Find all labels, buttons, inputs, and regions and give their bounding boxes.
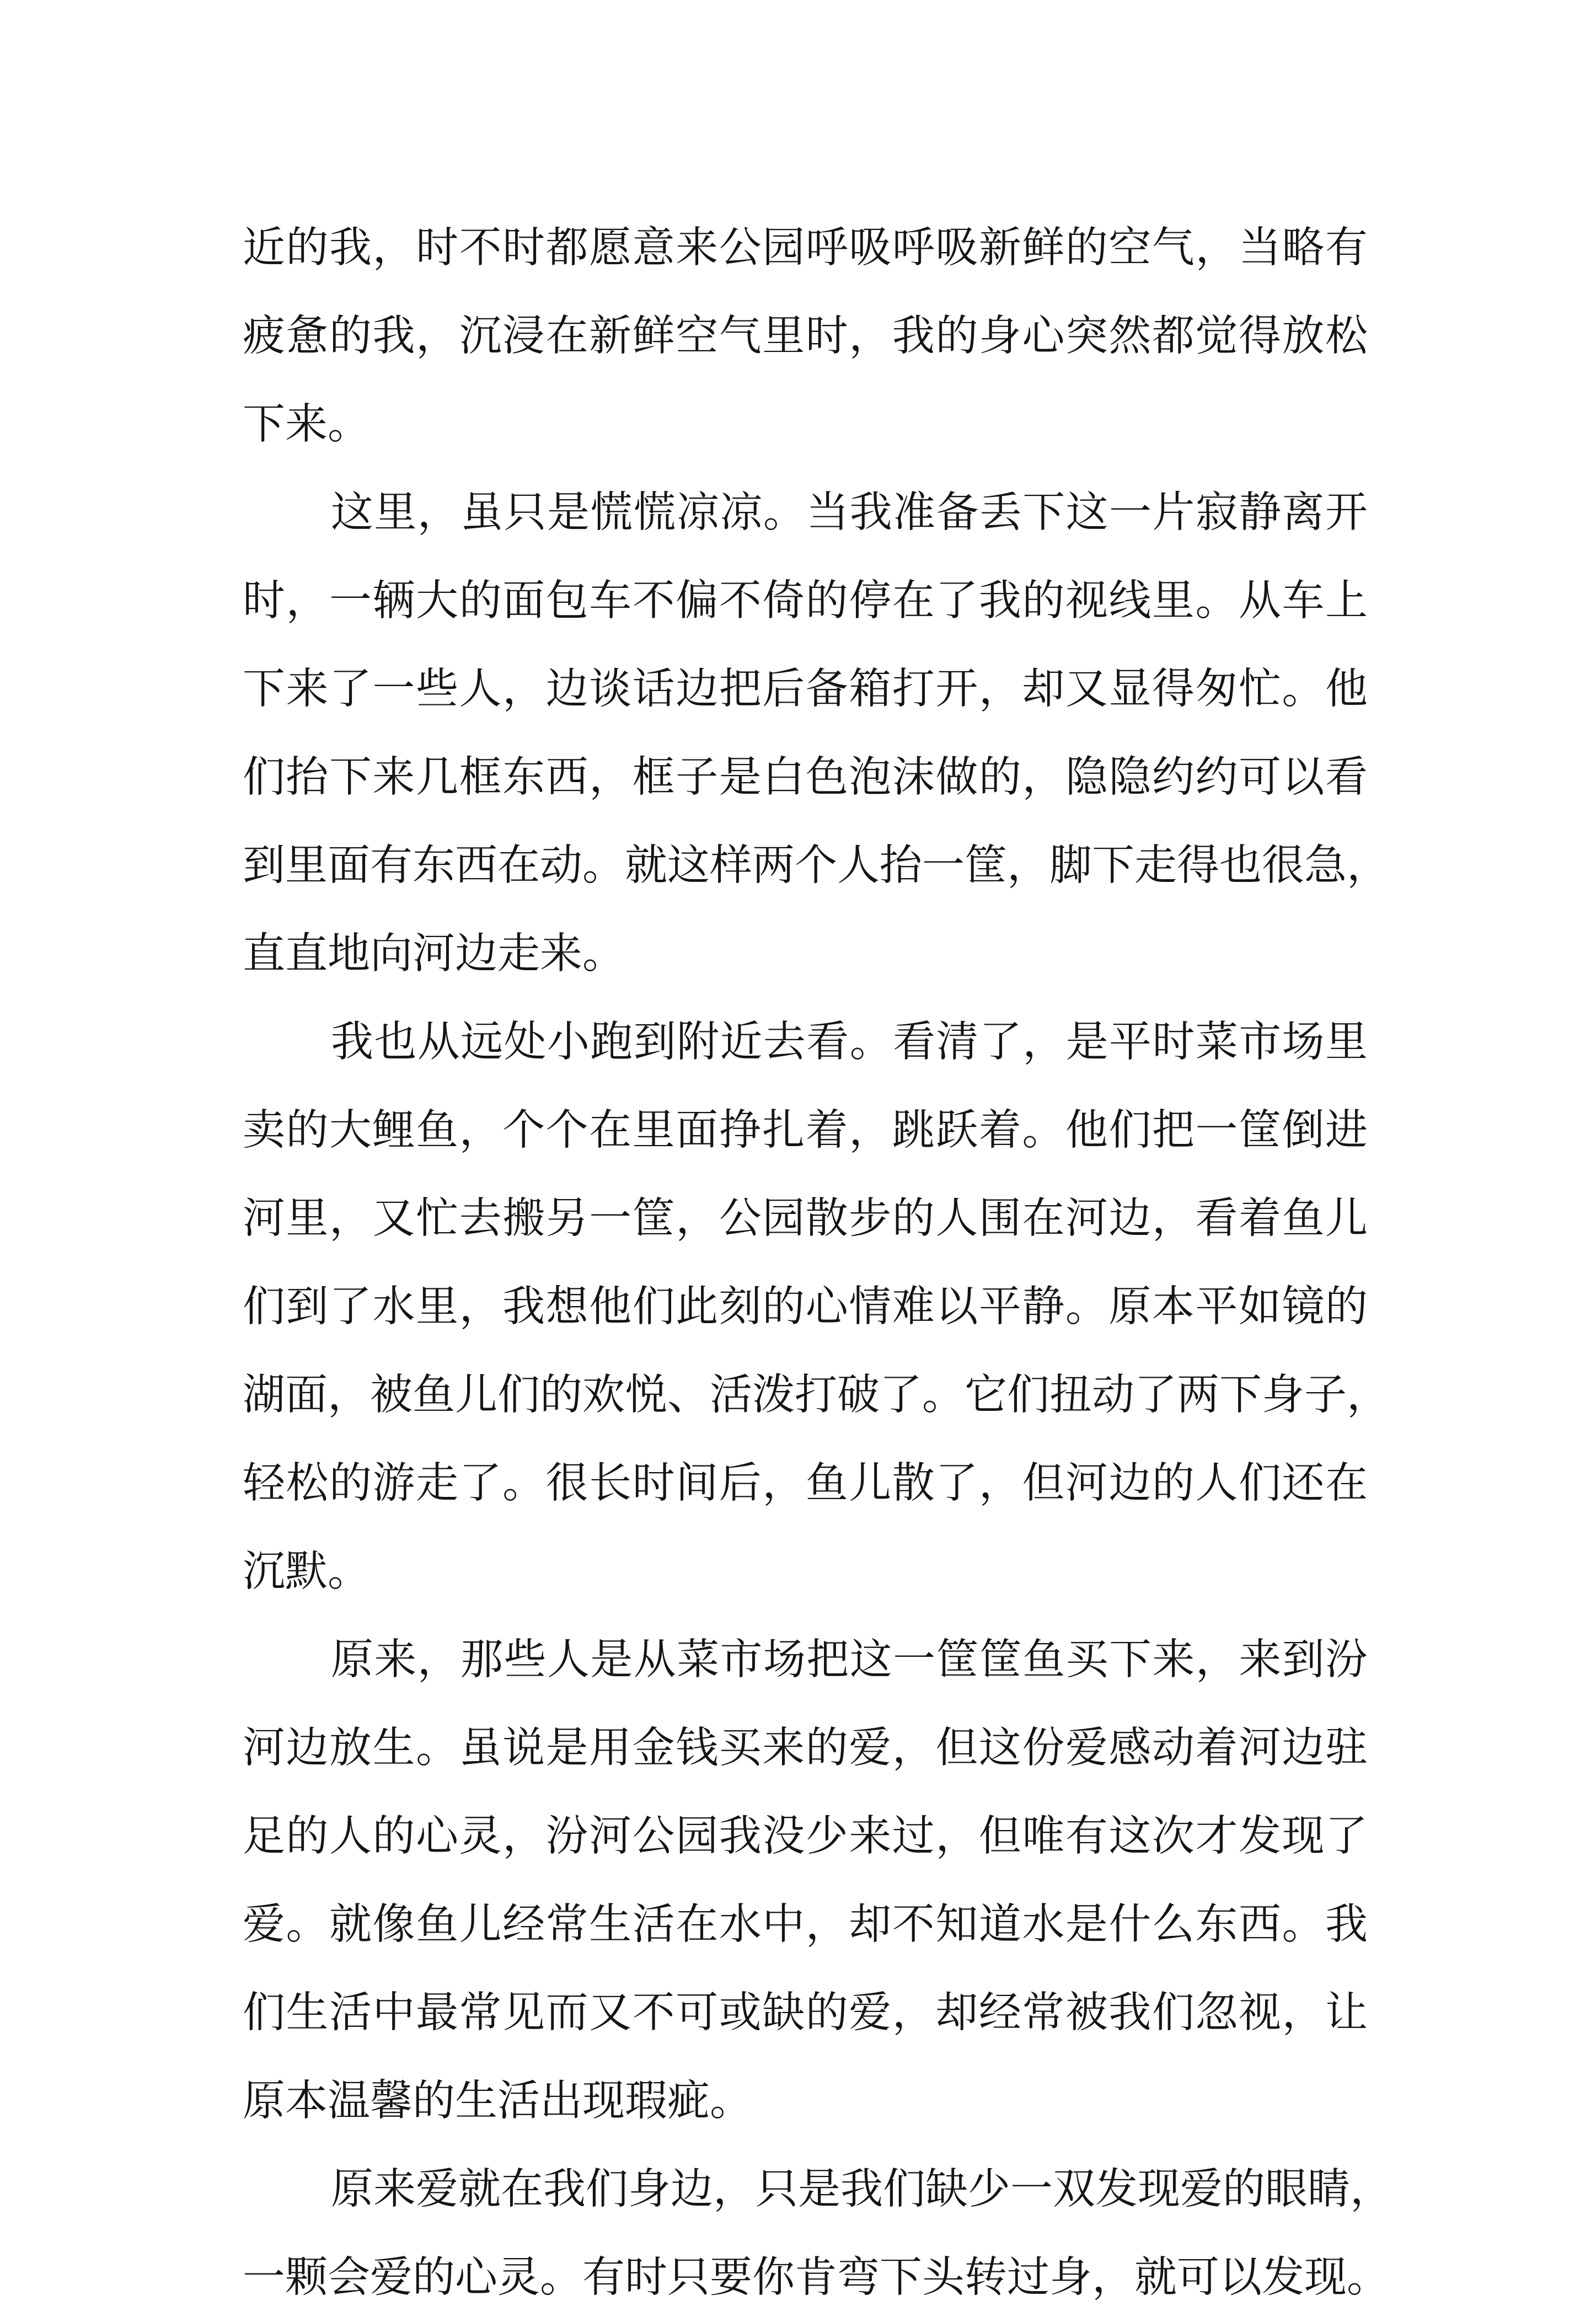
text-line: 河边放生。虽说是用金钱买来的爱，但这份爱感动着河边驻 xyxy=(243,1724,1368,1773)
text-line: 轻松的游走了。很长时间后，鱼儿散了，但河边的人们还在 xyxy=(243,1459,1368,1508)
paragraph-first-line: 原来爱就在我们身边，只是我们缺少一双发现爱的眼睛， xyxy=(331,2165,1393,2214)
text-line: 湖面，被鱼儿们的欢悦、活泼打破了。它们扭动了两下身子， xyxy=(243,1371,1389,1420)
text-line: 河里，又忙去搬另一筐，公园散步的人围在河边，看着鱼儿 xyxy=(243,1194,1368,1243)
text-line: 下来了一些人，边谈话边把后备箱打开，却又显得匆忙。他 xyxy=(243,665,1368,714)
text-line: 们抬下来几框东西，框子是白色泡沫做的，隐隐约约可以看 xyxy=(243,753,1368,802)
text-line: 爱。就像鱼儿经常生活在水中，却不知道水是什么东西。我 xyxy=(243,1900,1368,1949)
text-line: 直直地向河边走来。 xyxy=(243,929,625,978)
text-line: 一颗会爱的心灵。有时只要你肯弯下头转过身，就可以发现。 xyxy=(243,2253,1389,2302)
text-line: 疲惫的我，沉浸在新鲜空气里时，我的身心突然都觉得放松 xyxy=(243,312,1368,361)
text-line: 时，一辆大的面包车不偏不倚的停在了我的视线里。从车上 xyxy=(243,576,1368,625)
text-line: 们生活中最常见而又不可或缺的爱，却经常被我们忽视，让 xyxy=(243,1988,1368,2037)
text-line: 近的我，时不时都愿意来公园呼吸呼吸新鲜的空气，当略有 xyxy=(243,223,1368,272)
text-line: 沉默。 xyxy=(243,1547,370,1596)
paragraph-first-line: 原来，那些人是从菜市场把这一筐筐鱼买下来，来到汾 xyxy=(331,1635,1368,1684)
paragraph-first-line: 这里，虽只是慌慌凉凉。当我准备丢下这一片寂静离开 xyxy=(331,488,1368,537)
text-line: 足的人的心灵，汾河公园我没少来过，但唯有这次才发现了 xyxy=(243,1812,1368,1861)
text-line: 卖的大鲤鱼，个个在里面挣扎着，跳跃着。他们把一筐倒进 xyxy=(243,1106,1368,1155)
text-line: 原本温馨的生活出现瑕疵。 xyxy=(243,2077,752,2126)
text-line: 们到了水里，我想他们此刻的心情难以平静。原本平如镜的 xyxy=(243,1282,1368,1331)
text-line: 到里面有东西在动。就这样两个人抬一筐，脚下走得也很急， xyxy=(243,841,1389,890)
paragraph-first-line: 我也从远处小跑到附近去看。看清了，是平时菜市场里 xyxy=(331,1018,1368,1067)
text-line: 下来。 xyxy=(243,400,370,449)
